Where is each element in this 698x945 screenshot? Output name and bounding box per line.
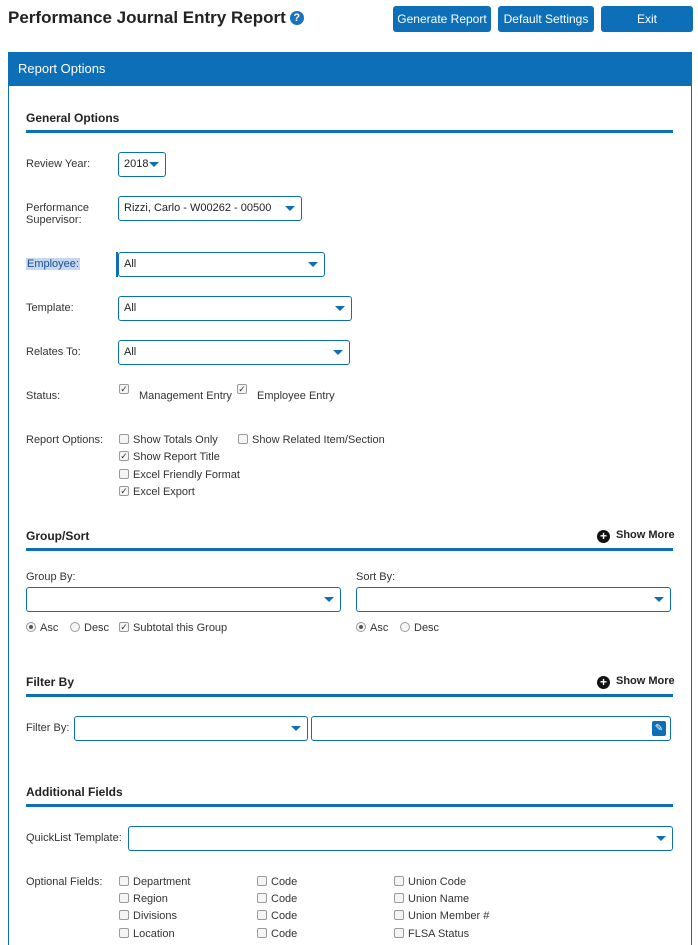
optional-fields-label: Optional Fields: [26, 876, 103, 888]
template-select[interactable] [118, 296, 352, 321]
edit-icon[interactable]: ✎ [652, 721, 666, 736]
excel-friendly-checkbox[interactable] [119, 469, 129, 479]
section-divider [26, 130, 673, 133]
flsa-status-label: FLSA Status [408, 928, 470, 940]
employee-select[interactable] [118, 252, 325, 277]
section-divider [26, 548, 673, 551]
filter-show-more-text: Show More [616, 675, 675, 687]
plus-circle-icon: + [597, 676, 610, 689]
employee-label-text: Employee: [27, 258, 79, 270]
show-totals-label: Show Totals Only [133, 434, 218, 446]
union-code-checkbox[interactable] [394, 876, 404, 886]
panel-header: Report Options [8, 52, 692, 86]
group-asc-radio[interactable] [26, 622, 36, 632]
location-checkbox[interactable] [119, 928, 129, 938]
divisions-label: Divisions [133, 910, 178, 922]
union-code-label: Union Code [408, 876, 467, 888]
supervisor-select[interactable] [118, 196, 302, 221]
quicklist-label: QuickList Template: [26, 832, 122, 844]
employee-value: All [124, 258, 137, 270]
show-related-checkbox[interactable] [238, 434, 248, 444]
chevron-down-icon [324, 597, 334, 602]
quicklist-select[interactable] [128, 826, 673, 851]
chevron-down-icon [335, 306, 345, 311]
template-value: All [124, 302, 137, 314]
chevron-down-icon [149, 162, 159, 167]
filter-value-input[interactable] [311, 716, 671, 741]
management-entry-label: Management Entry [139, 390, 232, 402]
group-sort-title: Group/Sort [26, 529, 90, 543]
filter-show-more[interactable] [597, 675, 675, 689]
general-options-title: General Options [26, 111, 120, 125]
excel-friendly-label: Excel Friendly Format [133, 469, 240, 481]
region-code-checkbox[interactable] [257, 893, 267, 903]
group-asc-label: Asc [40, 622, 59, 634]
sort-desc-radio[interactable] [400, 622, 410, 632]
union-name-checkbox[interactable] [394, 893, 404, 903]
employee-entry-label: Employee Entry [257, 390, 335, 402]
department-label: Department [133, 876, 191, 888]
status-label: Status: [26, 390, 61, 402]
review-year-value: 2018 [124, 158, 149, 170]
location-code-label: Code [271, 928, 298, 940]
chevron-down-icon [333, 350, 343, 355]
location-label: Location [133, 928, 175, 940]
template-label: Template: [26, 302, 74, 314]
divisions-checkbox[interactable] [119, 910, 129, 920]
subtotal-group-checkbox[interactable]: ✓ [120, 622, 128, 632]
employee-label [26, 258, 80, 270]
relates-to-label: Relates To: [26, 346, 81, 358]
relates-to-value: All [124, 346, 137, 358]
supervisor-value: Rizzi, Carlo - W00262 - 00500 [124, 202, 272, 214]
report-options-panel [8, 52, 692, 945]
divisions-code-label: Code [271, 910, 298, 922]
review-year-select[interactable] [118, 152, 166, 177]
additional-fields-title: Additional Fields [26, 785, 123, 799]
sort-by-label: Sort By: [356, 571, 396, 583]
filter-field-select[interactable] [74, 716, 308, 741]
subtotal-group-label: Subtotal this Group [133, 622, 228, 634]
default-settings-button[interactable]: Default Settings [498, 6, 594, 32]
union-member-checkbox[interactable] [394, 910, 404, 920]
review-year-label: Review Year: [26, 158, 91, 170]
region-code-label: Code [271, 893, 298, 905]
chevron-down-icon [285, 206, 295, 211]
excel-export-checkbox[interactable]: ✓ [120, 486, 128, 496]
sort-asc-radio[interactable] [356, 622, 366, 632]
region-label: Region [133, 893, 168, 905]
supervisor-label-line2: Supervisor: [26, 214, 82, 226]
chevron-down-icon [291, 726, 301, 731]
department-code-label: Code [271, 876, 298, 888]
group-by-select[interactable] [26, 587, 341, 612]
show-title-checkbox[interactable]: ✓ [120, 451, 128, 461]
generate-report-button[interactable]: Generate Report [393, 6, 491, 32]
help-icon[interactable]: ? [290, 11, 304, 25]
page-title [8, 8, 304, 28]
section-divider [26, 694, 673, 697]
supervisor-label-line1: Performance [26, 202, 89, 214]
union-name-label: Union Name [408, 893, 470, 905]
group-sort-show-more-text: Show More [616, 529, 675, 541]
show-title-label: Show Report Title [133, 451, 220, 463]
show-related-label: Show Related Item/Section [252, 434, 385, 446]
group-sort-show-more[interactable] [597, 529, 675, 543]
chevron-down-icon [656, 836, 666, 841]
group-by-label: Group By: [26, 571, 76, 583]
group-desc-label: Desc [84, 622, 110, 634]
section-divider [26, 804, 673, 807]
report-options-label: Report Options: [26, 434, 104, 446]
divisions-code-checkbox[interactable] [257, 910, 267, 920]
department-checkbox[interactable] [119, 876, 129, 886]
chevron-down-icon [654, 597, 664, 602]
sort-desc-label: Desc [414, 622, 440, 634]
relates-to-select[interactable] [118, 340, 350, 365]
exit-button[interactable]: Exit [601, 6, 693, 32]
chevron-down-icon [308, 262, 318, 267]
group-desc-radio[interactable] [70, 622, 80, 632]
plus-circle-icon: + [597, 530, 610, 543]
location-code-checkbox[interactable] [257, 928, 267, 938]
excel-export-label: Excel Export [133, 486, 195, 498]
sort-asc-label: Asc [370, 622, 389, 634]
show-totals-checkbox[interactable] [119, 434, 129, 444]
department-code-checkbox[interactable] [257, 876, 267, 886]
filter-by-title: Filter By [26, 675, 75, 689]
sort-by-select[interactable] [356, 587, 671, 612]
flsa-status-checkbox[interactable] [394, 928, 404, 938]
region-checkbox[interactable] [119, 893, 129, 903]
filter-by-label: Filter By: [26, 722, 70, 734]
page-title-text: Performance Journal Entry Report [8, 8, 286, 27]
employee-entry-checkbox[interactable]: ✓ [238, 384, 246, 394]
management-entry-checkbox[interactable]: ✓ [120, 384, 128, 394]
union-member-label: Union Member # [408, 910, 490, 922]
